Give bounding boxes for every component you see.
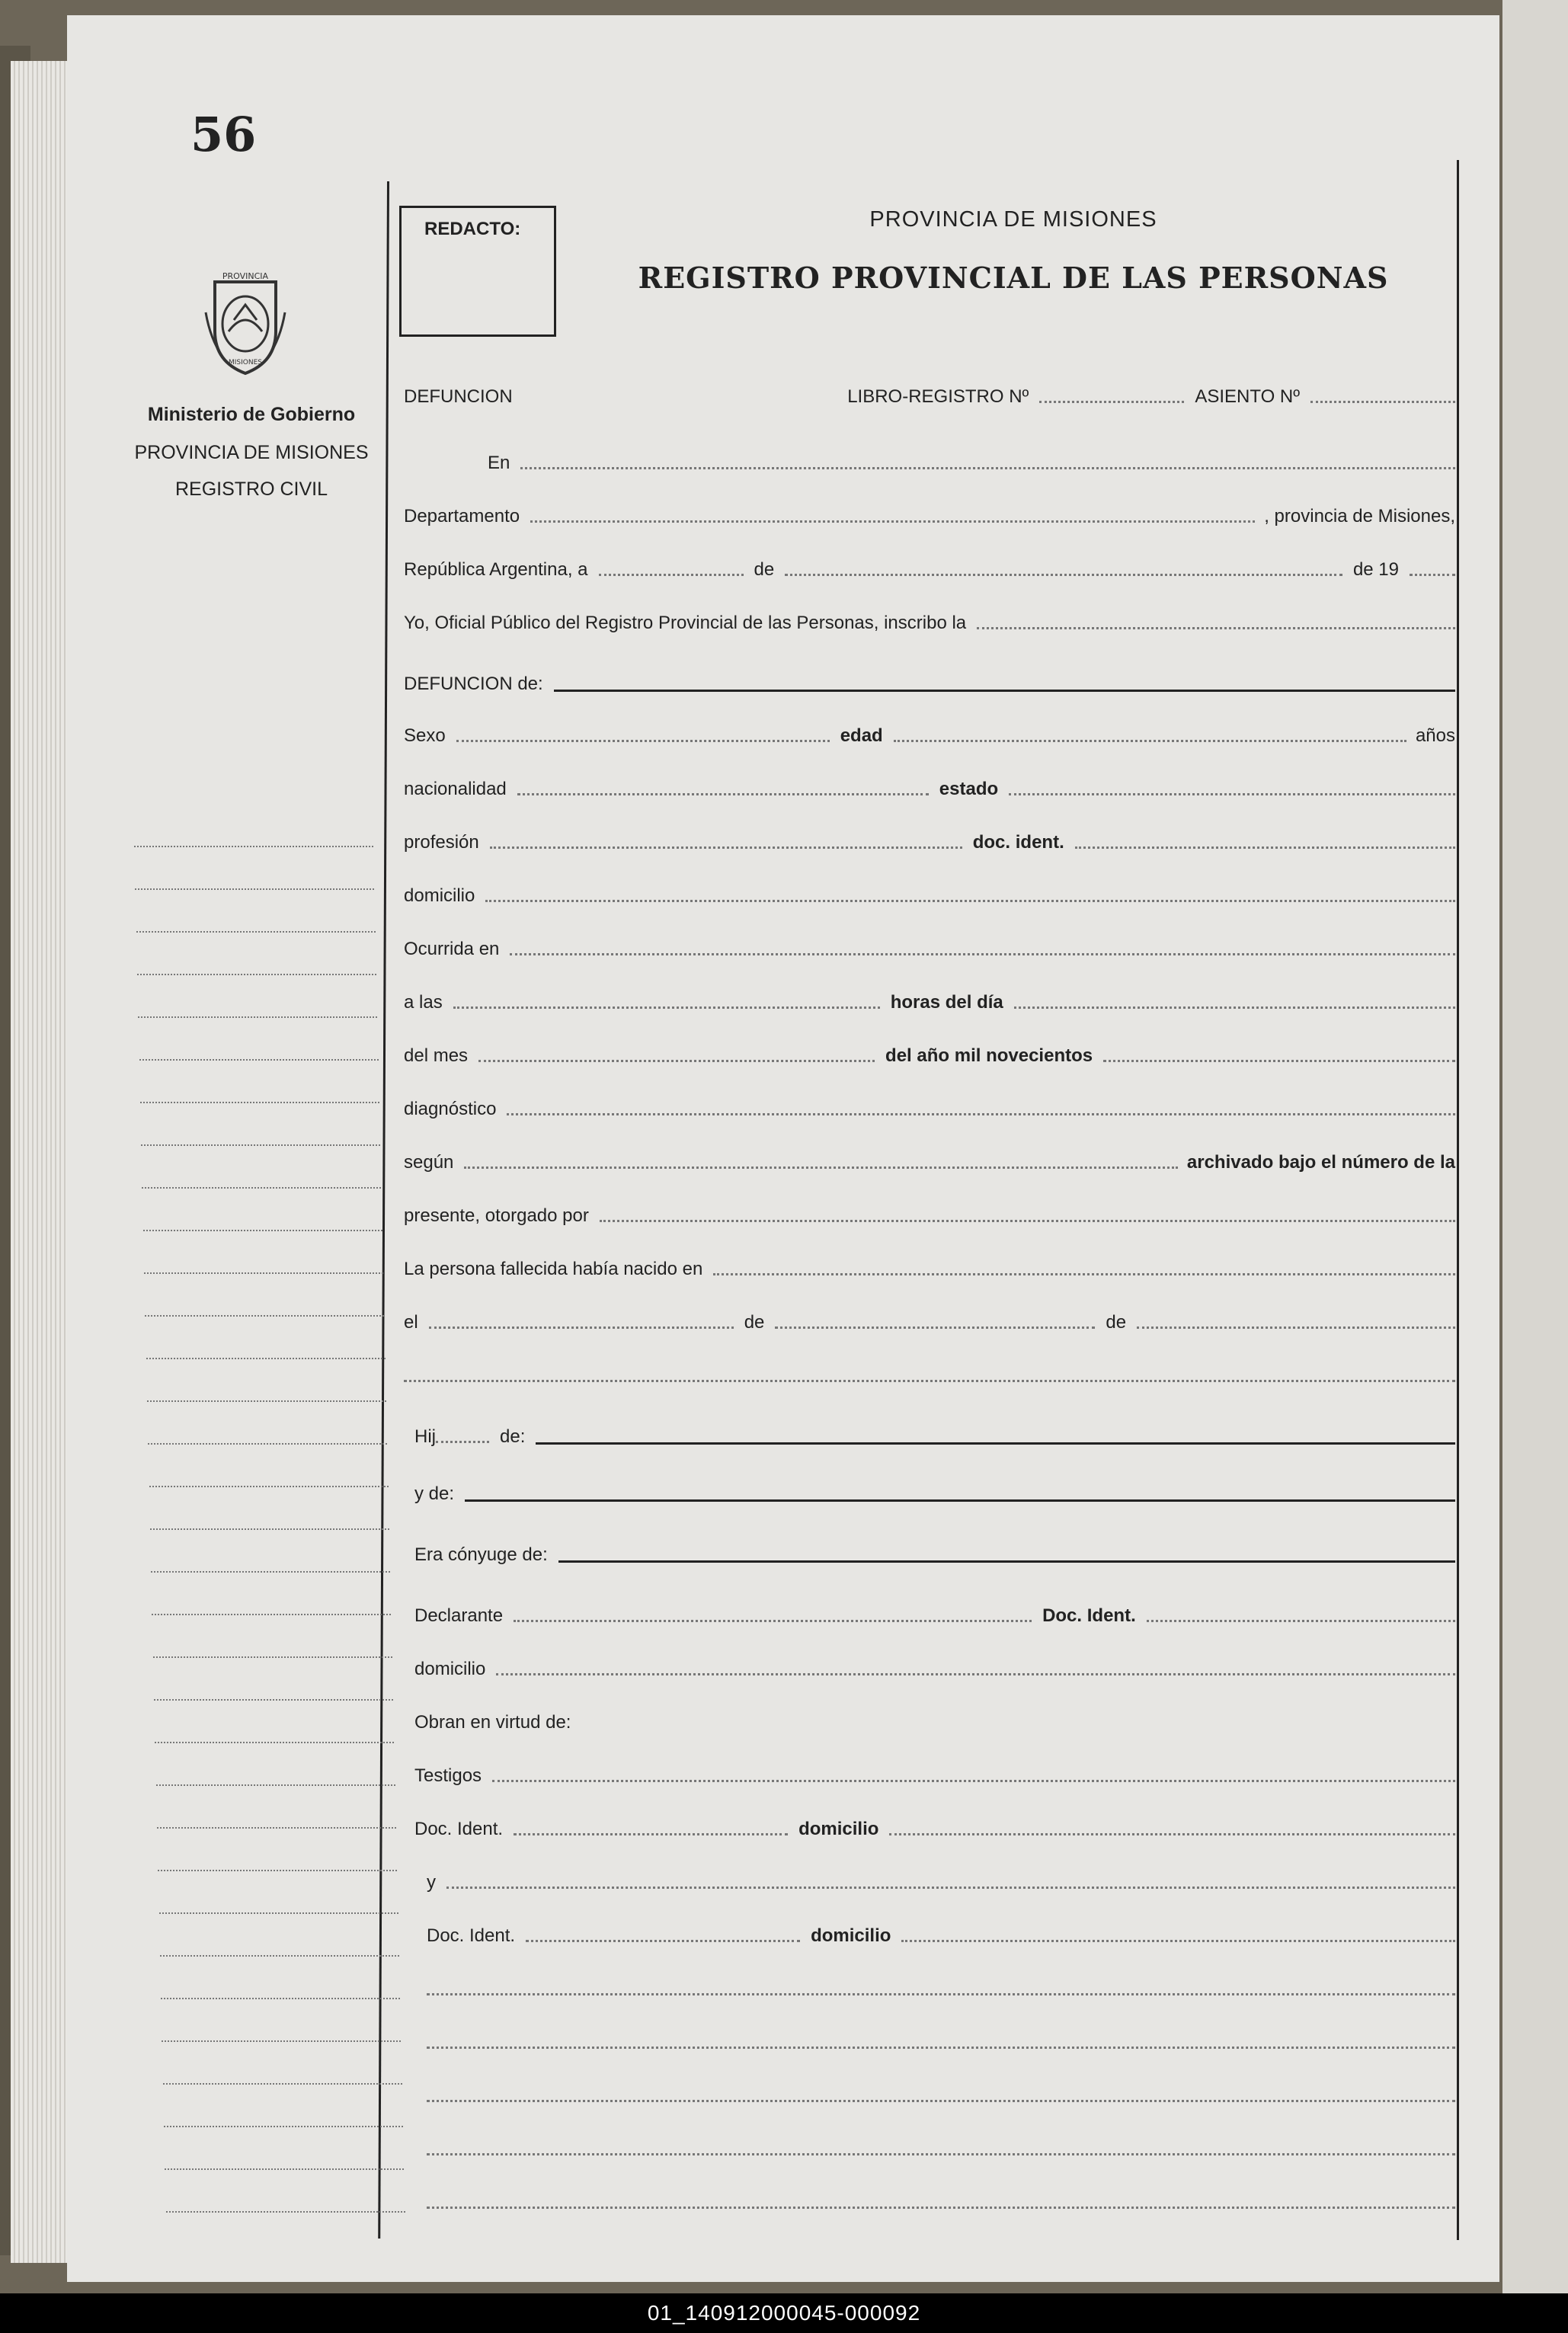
margin-note-line (150, 1528, 389, 1530)
testigo-2-domicilio-field[interactable] (901, 1940, 1455, 1942)
margin-note-line (157, 1827, 396, 1829)
testigo-1-doc-field[interactable] (514, 1833, 788, 1835)
horas-del-dia-label: horas del día (890, 992, 1003, 1013)
blank-field-4[interactable] (427, 2100, 1455, 2102)
margin-note-line (160, 1955, 399, 1957)
declarante-label: Declarante (414, 1605, 504, 1626)
doc-ident-field[interactable] (1075, 846, 1455, 849)
margin-note-line (164, 2126, 403, 2127)
father-field[interactable] (536, 1442, 1455, 1445)
row-domicilio (404, 876, 1455, 907)
sexo-label: Sexo (404, 725, 446, 746)
margin-note-line (141, 1144, 380, 1146)
nacido-en-label: La persona fallecida había nacido en (404, 1259, 703, 1279)
birth-month-field[interactable] (775, 1327, 1095, 1329)
blank-field-3[interactable] (427, 2047, 1455, 2049)
svg-text:PROVINCIA: PROVINCIA (222, 271, 269, 281)
redacto-box[interactable] (399, 206, 556, 337)
testigo-2-field[interactable] (446, 1887, 1455, 1889)
segun-label: según (404, 1152, 454, 1173)
margin-note-line (149, 1486, 389, 1487)
row-declarante (404, 1596, 1455, 1627)
margin-note-line (143, 1230, 382, 1231)
margin-note-line (154, 1699, 393, 1701)
ano-field[interactable] (1103, 1060, 1455, 1062)
defuncion-heading: DEFUNCION (404, 386, 513, 407)
birth-de-1-label: de (744, 1312, 765, 1333)
ocurrida-label: Ocurrida en (404, 939, 500, 959)
footer-bar (0, 2293, 1568, 2333)
row-sexo (404, 716, 1455, 747)
margin-note-line (135, 888, 374, 890)
facing-page-edge (1502, 0, 1568, 2293)
margin-note-line (137, 974, 376, 975)
margin-note-line (142, 1187, 381, 1189)
row-blank-5 (427, 2130, 1455, 2160)
row-testigos (404, 1756, 1455, 1787)
margin-note-line (134, 846, 373, 847)
mes-field[interactable] (478, 1060, 875, 1062)
obran-label: Obran en virtud de: (414, 1712, 571, 1733)
declarante-doc-label: Doc. Ident. (1042, 1605, 1136, 1626)
testigo-y-label: y (427, 1872, 436, 1893)
deceased-name-field[interactable] (554, 690, 1455, 692)
archivado-text: archivado bajo el número de la (1186, 1152, 1455, 1173)
segun-field[interactable] (464, 1166, 1178, 1169)
y-de-label: y de: (414, 1483, 455, 1504)
row-defuncion-de (404, 664, 1455, 695)
estado-field[interactable] (1009, 793, 1455, 795)
row-blank-4 (427, 2076, 1455, 2107)
margin-note-line (139, 1059, 379, 1061)
declarante-field[interactable] (514, 1620, 1032, 1622)
row-blank-3 (427, 2023, 1455, 2053)
nacido-en-field[interactable] (713, 1273, 1455, 1275)
blank-field-1[interactable] (404, 1380, 1455, 1382)
testigo-1-domicilio-label: domicilio (798, 1819, 879, 1839)
nacionalidad-field[interactable] (517, 793, 929, 795)
en-field[interactable] (520, 467, 1455, 469)
testigo-1-field[interactable] (492, 1780, 1455, 1782)
day-field[interactable] (599, 574, 744, 576)
footer-id: 01_140912000045-000092 (647, 2301, 921, 2325)
ocurrida-field[interactable] (510, 953, 1455, 955)
birth-year-field[interactable] (1137, 1327, 1455, 1329)
province-title: PROVINCIA DE MISIONES (869, 207, 1157, 232)
margin-note-line (153, 1656, 392, 1658)
diagnostico-label: diagnóstico (404, 1099, 497, 1119)
registry-title: REGISTRO PROVINCIAL DE LAS PERSONAS (638, 261, 1389, 295)
de-label: de (754, 559, 775, 580)
margin-note-line (148, 1443, 387, 1445)
hij-suffix-field[interactable] (436, 1441, 489, 1443)
row-testigo-2-doc (404, 1916, 1455, 1947)
birth-de-2-label: de (1106, 1312, 1127, 1333)
row-en (404, 443, 1455, 474)
month-field[interactable] (785, 574, 1342, 576)
row-nacido-en (404, 1250, 1455, 1280)
margin-note-line (136, 931, 376, 933)
margin-note-line (138, 1016, 377, 1018)
doc-ident-label: doc. ident. (972, 832, 1064, 853)
row-libro-registro (404, 377, 1455, 408)
margin-note-line (163, 2083, 402, 2085)
del-ano-label: del año mil novecientos (885, 1045, 1093, 1066)
libro-field[interactable] (1039, 401, 1184, 403)
redacto-label: REDACTO: (424, 219, 521, 239)
registry-office-label: REGISTRO CIVIL (174, 478, 328, 500)
republica-label: República Argentina, a (404, 559, 588, 580)
sexo-field[interactable] (456, 740, 830, 742)
conyuge-label: Era cónyuge de: (414, 1544, 548, 1565)
row-presente (404, 1196, 1455, 1227)
dia-field[interactable] (1014, 1006, 1455, 1009)
declarante-domicilio-field[interactable] (496, 1673, 1455, 1675)
row-hij (404, 1417, 1455, 1448)
libro-label: LIBRO-REGISTRO Nº (847, 386, 1029, 407)
row-y-de (404, 1474, 1455, 1505)
margin-note-line (165, 2168, 404, 2170)
row-el (404, 1303, 1455, 1333)
domicilio-label: domicilio (404, 885, 475, 906)
row-ocurrida (404, 930, 1455, 960)
el-label: el (404, 1312, 418, 1333)
row-republica (404, 550, 1455, 581)
estado-label: estado (939, 779, 999, 799)
declarante-domicilio-label: domicilio (414, 1659, 486, 1679)
conyuge-field[interactable] (558, 1560, 1455, 1563)
defuncion-de-label: DEFUNCION de: (404, 674, 543, 694)
testigo-2-domicilio-label: domicilio (811, 1925, 891, 1946)
blank-field-6[interactable] (427, 2207, 1455, 2209)
a-las-label: a las (404, 992, 443, 1013)
en-label: En (488, 453, 510, 473)
margin-note-line (152, 1614, 391, 1615)
testigo-2-doc-field[interactable] (526, 1940, 800, 1942)
provincial-seal-icon (200, 267, 291, 381)
anos-label: años (1415, 725, 1455, 746)
row-yo-oficial (404, 603, 1455, 634)
presente-label: presente, otorgado por (404, 1205, 589, 1226)
row-obran (404, 1703, 1455, 1733)
page-number: 56 (190, 107, 257, 162)
otorgado-field[interactable] (600, 1220, 1455, 1222)
province-label: PROVINCIA DE MISIONES (134, 442, 369, 463)
row-blank-6 (427, 2183, 1455, 2213)
row-departamento (404, 497, 1455, 527)
row-testigo-y (404, 1863, 1455, 1893)
hij-label: Hij (414, 1426, 436, 1447)
edad-label: edad (840, 725, 883, 746)
row-testigo-1-doc (404, 1810, 1455, 1840)
departamento-field[interactable] (530, 520, 1255, 523)
testigo-1-domicilio-field[interactable] (889, 1833, 1455, 1835)
margin-note-line (158, 1870, 397, 1871)
testigo-1-doc-label: Doc. Ident. (414, 1819, 504, 1839)
margin-note-line (161, 1998, 400, 1999)
declarante-doc-field[interactable] (1147, 1620, 1455, 1622)
hij-de-label: de: (500, 1426, 526, 1447)
margin-note-line (144, 1272, 383, 1274)
blank-field-2[interactable] (427, 1993, 1455, 1995)
row-a-las (404, 983, 1455, 1013)
mother-field[interactable] (465, 1499, 1455, 1502)
row-nacionalidad (404, 770, 1455, 800)
row-blank-1 (404, 1356, 1455, 1387)
asiento-field[interactable] (1310, 401, 1455, 403)
margin-note-line (166, 2211, 405, 2213)
margin-note-line (162, 2040, 401, 2042)
row-profesion (404, 823, 1455, 853)
inscribo-field[interactable] (977, 627, 1455, 629)
edad-field[interactable] (894, 740, 1406, 742)
margin-note-line (145, 1315, 384, 1317)
row-segun (404, 1143, 1455, 1173)
yo-oficial-text: Yo, Oficial Público del Registro Provincial de las Personas, inscribo la (404, 613, 967, 633)
testigos-label: Testigos (414, 1765, 482, 1786)
profesion-label: profesión (404, 832, 479, 853)
ministry-label: Ministerio de Gobierno (147, 404, 356, 425)
row-blank-2 (427, 1970, 1455, 2000)
asiento-label: ASIENTO Nº (1195, 386, 1300, 407)
row-declarante-domicilio (404, 1650, 1455, 1680)
year-field[interactable] (1410, 574, 1455, 576)
margin-note-line (159, 1912, 398, 1914)
row-conyuge (404, 1535, 1455, 1566)
departamento-label: Departamento (404, 506, 520, 526)
de-19-label: de 19 (1352, 559, 1399, 580)
margin-note-line (147, 1400, 386, 1402)
row-del-mes (404, 1036, 1455, 1067)
profesion-field[interactable] (490, 846, 962, 849)
diagnostico-field[interactable] (507, 1113, 1455, 1115)
domicilio-field[interactable] (485, 900, 1455, 902)
blank-field-5[interactable] (427, 2153, 1455, 2155)
testigo-2-doc-label: Doc. Ident. (427, 1925, 516, 1946)
svg-text:MISIONES: MISIONES (228, 359, 263, 366)
nacionalidad-label: nacionalidad (404, 779, 507, 799)
hora-field[interactable] (453, 1006, 880, 1009)
right-rule (1457, 160, 1459, 2240)
margin-note-line (140, 1102, 379, 1103)
margin-note-line (155, 1742, 394, 1743)
row-diagnostico (404, 1090, 1455, 1120)
birth-day-field[interactable] (429, 1327, 734, 1329)
del-mes-label: del mes (404, 1045, 469, 1066)
margin-note-line (146, 1358, 386, 1359)
margin-note-line (151, 1571, 390, 1573)
margin-note-line (156, 1784, 395, 1786)
provincia-misiones-text: , provincia de Misiones, (1264, 506, 1455, 526)
